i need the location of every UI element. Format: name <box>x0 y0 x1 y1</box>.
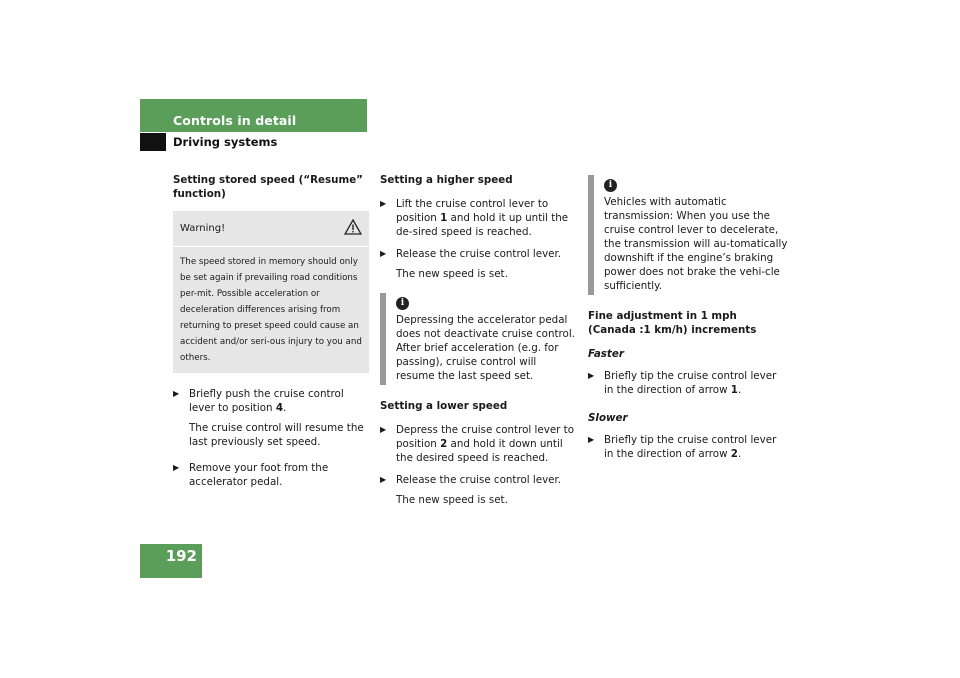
arrow-number: 1 <box>730 384 738 396</box>
bullet-text: Briefly tip the cruise control lever in the direction of arrow <box>604 370 777 396</box>
arrow-number: 2 <box>730 448 738 460</box>
position-number: 4 <box>275 402 283 414</box>
bullet-text-end: and hold it up until the de-sired speed is reached. <box>396 212 569 238</box>
heading-lower-speed: Setting a lower speed <box>380 400 508 412</box>
triangle-right-icon: ▶ <box>588 371 595 380</box>
warning-triangle-icon <box>344 219 362 239</box>
bullet-push-lever <box>173 387 369 415</box>
position-number: 1 <box>440 212 448 224</box>
triangle-right-icon: ▶ <box>173 463 180 472</box>
info-box-automatic <box>588 175 788 295</box>
info-icon: i <box>396 297 409 310</box>
heading-resume: Setting stored speed (“Resume” function) <box>173 174 363 200</box>
bullet-lift-lever <box>380 197 576 239</box>
warning-text: The speed stored in memory should only be set again if prevailing road conditions per-mit. Possible acceleration or deceleration differences arising from returning to preset speed could cause an accident and/or seri-ous injury to you and others. <box>180 257 362 363</box>
position-number: 2 <box>440 438 448 450</box>
bullet-depress-lever <box>380 423 576 465</box>
info-text: Depressing the accelerator pedal does not deactivate cruise control. After brief acceleration (e.g. for passing), cruise control will resume the last speed set. <box>396 314 575 382</box>
triangle-right-icon: ▶ <box>380 425 387 434</box>
bullet-text: Lift the cruise control lever to position <box>396 198 549 224</box>
bullet-text: Release the cruise control lever. <box>396 248 562 260</box>
bullet-text: Depress the cruise control lever to position <box>396 424 575 450</box>
bullet-text: Briefly push the cruise control lever to position <box>189 388 344 414</box>
bullet-tip-slower <box>588 433 788 461</box>
page-number-box <box>140 544 202 578</box>
bullet-text-end: and hold it down until the desired speed is reached. <box>396 438 563 464</box>
page-number: 192 <box>165 547 197 565</box>
column-2 <box>380 173 576 519</box>
bullet-text: Remove your foot from the accelerator pedal. <box>189 462 329 488</box>
triangle-right-icon: ▶ <box>380 199 387 208</box>
subheading-slower: Slower <box>588 412 628 424</box>
section-subtitle: Driving systems <box>173 135 278 149</box>
bullet-remove-foot <box>173 461 369 489</box>
triangle-right-icon: ▶ <box>380 249 387 258</box>
subheading-faster: Faster <box>588 348 624 360</box>
bullet-release-lever <box>380 247 576 261</box>
heading-higher-speed: Setting a higher speed <box>380 174 513 186</box>
column-1 <box>173 173 369 497</box>
warning-title: Warning! <box>180 223 226 234</box>
bullet-release-lever-2 <box>380 473 576 487</box>
info-text: Vehicles with automatic transmission: When you use the cruise control lever to decelerate, the transmission will au-tomatically downshift if the engine’s braking power does not brake the vehi-cle sufficiently. <box>604 196 788 292</box>
warning-header <box>180 219 362 239</box>
result-text: The new speed is set. <box>396 494 508 506</box>
bullet-text-end: . <box>282 402 287 414</box>
info-box <box>380 293 576 385</box>
triangle-right-icon: ▶ <box>380 475 387 484</box>
section-title: Controls in detail <box>173 113 297 128</box>
triangle-right-icon: ▶ <box>588 435 595 444</box>
warning-box <box>173 211 369 373</box>
section-tab-marker <box>140 133 166 151</box>
triangle-right-icon: ▶ <box>173 389 180 398</box>
heading-fine-adjustment: Fine adjustment in 1 mph (Canada :1 km/h) increments <box>588 310 757 336</box>
info-icon: i <box>604 179 617 192</box>
result-text: The cruise control will resume the last previously set speed. <box>189 422 364 448</box>
bullet-text-end: . <box>737 448 742 460</box>
result-text: The new speed is set. <box>396 268 508 280</box>
warning-divider <box>173 246 369 247</box>
column-3 <box>588 173 788 469</box>
bullet-text-end: . <box>737 384 742 396</box>
bullet-text: Briefly tip the cruise control lever in the direction of arrow <box>604 434 777 460</box>
bullet-text: Release the cruise control lever. <box>396 474 562 486</box>
bullet-tip-faster <box>588 369 788 397</box>
